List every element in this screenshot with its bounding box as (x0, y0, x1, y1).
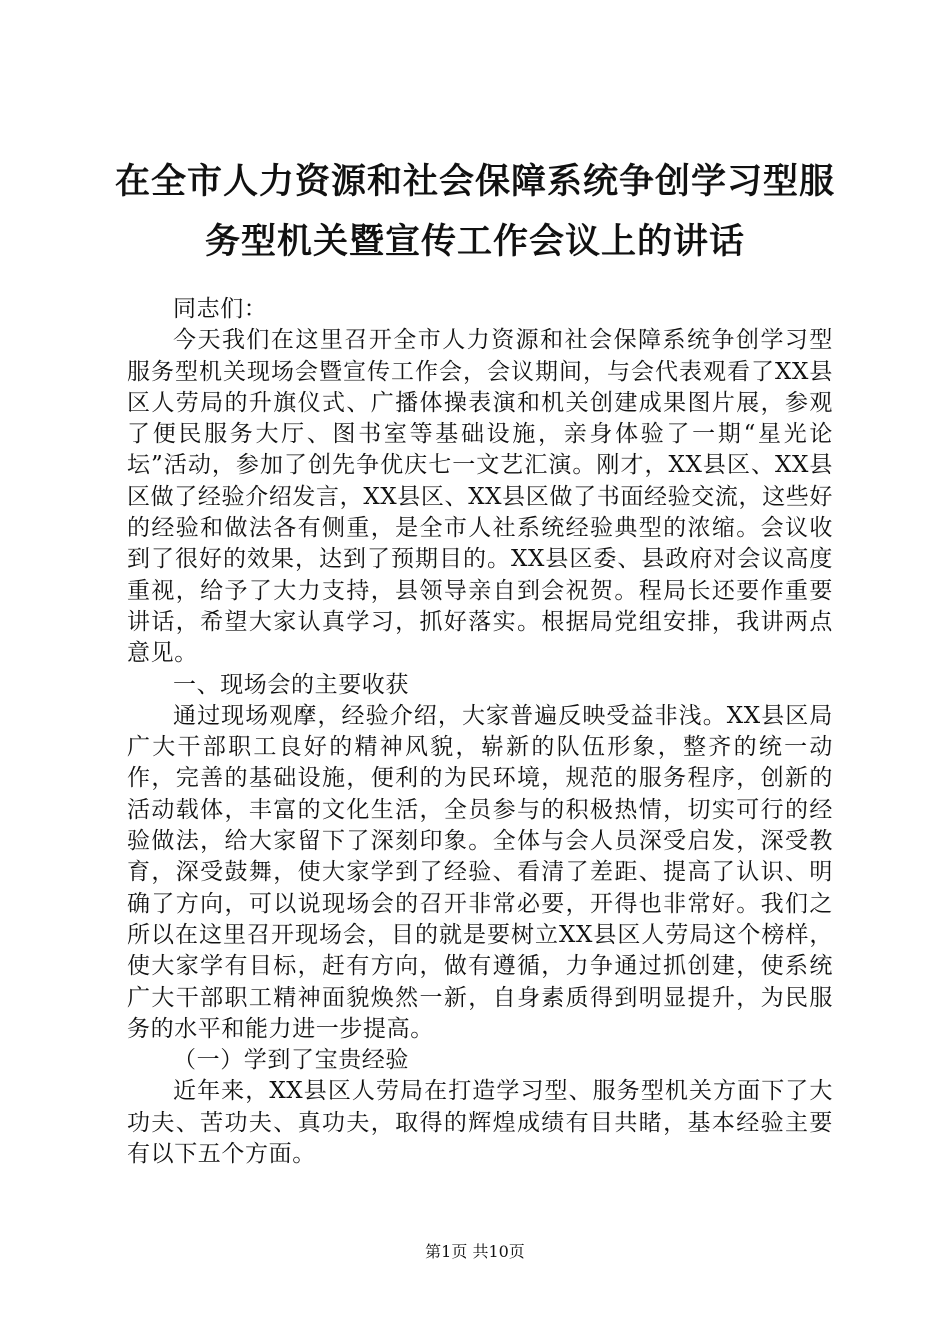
section-heading-main-gains: 一、现场会的主要收获 (173, 671, 409, 698)
document-body (127, 294, 833, 1170)
paragraph-gains: 通过现场观摩，经验介绍，大家普遍反映受益非浅。XX县区局广大干部职工良好的精神风貌，崭新的队伍形象，整齐的统一动作，完善的基础设施，便利的为民环境，规范的服务程序，创新的活动载体，丰富的文化生活，全员参与的积极热情，切实可行的经验做法，给大家留下了深刻印象。全体与会人员深受启发，深受教育，深受鼓舞，使大家学到了经验、看清了差距、提高了认识、明确了方向，可以说现场会的召开非常必要，开得也非常好。我们之所以在这里召开现场会，目的就是要树立XX县区人劳局这个榜样，使大家学有目标，赶有方向，做有遵循，力争通过抓创建，使系统广大干部职工精神面貌焕然一新，自身素质得到明显提升，为民服务的水平和能力进一步提高。 (127, 702, 833, 1042)
paragraph-opening: 今天我们在这里召开全市人力资源和社会保障系统争创学习型服务型机关现场会暨宣传工作会，会议期间，与会代表观看了XX县区人劳局的升旗仪式、广播体操表演和机关创建成果图片展，参观了便民服务大厅、图书室等基础设施，亲身体验了一期“星光论坛”活动，参加了创先争优庆七一文艺汇演。刚才，XX县区、XX县区做了经验介绍发言，XX县区、XX县区做了书面经验交流，这些好的经验和做法各有侧重，是全市人社系统经验典型的浓缩。会议收到了很好的效果，达到了预期目的。XX县区委、县政府对会议高度重视，给予了大力支持，县领导亲自到会祝贺。程局长还要作重要讲话，希望大家认真学习，抓好落实。根据局党组安排，我讲两点意见。 (127, 327, 833, 667)
subsection-heading-experience: （一）学到了宝贵经验 (173, 1047, 409, 1074)
page-number-footer: 第1页 共10页 (425, 1242, 525, 1261)
document-title: 在全市人力资源和社会保障系统争创学习型服务型机关暨宣传工作会议上的讲话 (114, 162, 835, 262)
paragraph-experience: 近年来，XX县区人劳局在打造学习型、服务型机关方面下了大功夫、苦功夫、真功夫，取得的辉煌成绩有目共睹，基本经验主要有以下五个方面。 (127, 1078, 833, 1168)
salutation: 同志们： (173, 296, 268, 322)
